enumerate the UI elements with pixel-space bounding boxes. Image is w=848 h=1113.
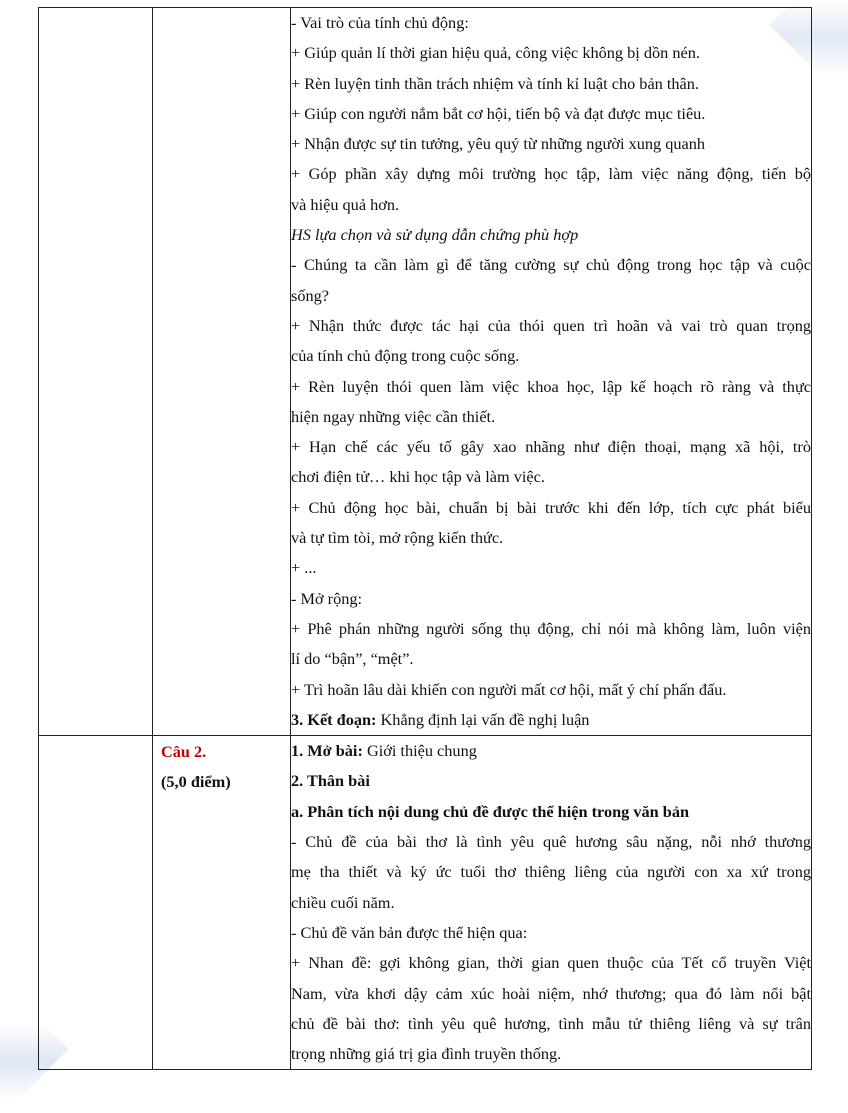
text-line: + Chủ động học bài, chuẩn bị bài trước khi đến lớp, tích cực phát biểu <box>291 497 811 517</box>
table-row <box>39 736 812 1070</box>
text-line: trọng những giá trị gia đình truyền thống. <box>291 1044 562 1064</box>
text-line: + Nhận thức được tác hại của thói quen trì hoãn và vai trò quan trọng <box>291 315 811 335</box>
text-line: của tính chủ động trong cuộc sống. <box>291 346 520 366</box>
text-line: + Rèn luyện tinh thần trách nhiệm và tính kỉ luật cho bản thân. <box>291 73 699 93</box>
text-line: lí do “bận”, “mệt”. <box>291 649 414 669</box>
text-line: + Giúp quản lí thời gian hiệu quả, công việc không bị dồn nén. <box>291 43 700 63</box>
question-label: Câu 2. <box>161 742 207 762</box>
empty-cell <box>153 8 291 736</box>
intro-line <box>291 736 811 766</box>
text-line-italic: HS lựa chọn và sử dụng dẫn chứng phù hợp <box>291 225 579 245</box>
body-heading: 2. Thân bài <box>291 771 370 791</box>
text-line: và hiệu quả hơn. <box>291 194 400 214</box>
text-line: + Nhan đề: gợi không gian, thời gian quen thuộc của Tết cổ truyền Việt <box>291 953 811 973</box>
text-line: + Rèn luyện thói quen làm việc khoa học, lập kế hoạch rõ ràng và thực <box>291 376 811 396</box>
text-line: + Trì hoãn lâu dài khiến con người mất cơ hội, mất ý chí phấn đấu. <box>291 679 727 699</box>
text-line: + ... <box>291 558 317 578</box>
table-row <box>39 8 812 736</box>
text-line: - Chúng ta cần làm gì để tăng cường sự chủ động trong học tập và cuộc <box>291 255 811 275</box>
sub-heading: a. Phân tích nội dung chủ đề được thể hiện trong văn bản <box>291 801 690 821</box>
answer-table <box>38 7 812 1070</box>
text-line: hiện ngay những việc cần thiết. <box>291 406 496 426</box>
intro-label: 1. Mở bài: <box>291 741 363 761</box>
answer-content-cell <box>291 736 812 1070</box>
conclusion-label: 3. Kết đoạn: <box>291 709 377 729</box>
text-line: - Vai trò của tính chủ động: <box>291 13 469 32</box>
text-line: Nam, vừa khơi dậy cảm xúc hoài niệm, nhớ thương; qua đó làm nổi bật <box>291 983 811 1003</box>
question-cell <box>153 736 291 1070</box>
conclusion-text: Khẳng định lại vấn đề nghị luận <box>376 709 590 729</box>
text-line: + Nhận được sự tin tưởng, yêu quý từ những người xung quanh <box>291 134 706 154</box>
text-line: + Phê phán những người sống thụ động, chỉ nói mà không làm, luôn viện <box>291 618 811 638</box>
text-line: và tự tìm tòi, mở rộng kiến thức. <box>291 528 504 548</box>
text-line: chiều cuối năm. <box>291 892 395 912</box>
text-line: chơi điện tử… khi học tập và làm việc. <box>291 467 545 487</box>
question-points: (5,0 điểm) <box>161 772 231 792</box>
intro-text: Giới thiệu chung <box>362 741 477 761</box>
conclusion-line <box>291 705 811 735</box>
text-line: - Mở rộng: <box>291 588 363 608</box>
text-line: - Chủ đề văn bản được thể hiện qua: <box>291 922 528 942</box>
empty-cell <box>39 8 153 736</box>
text-line: + Góp phần xây dựng môi trường học tập, làm việc năng động, tiến bộ <box>291 164 811 184</box>
text-line: - Chủ đề của bài thơ là tình yêu quê hương sâu nặng, nỗi nhớ thương <box>291 832 811 852</box>
text-line: + Hạn chế các yếu tố gây xao nhãng như điện thoại, mạng xã hội, trò <box>291 437 811 457</box>
text-line: mẹ tha thiết và ký ức tuổi thơ thiêng liêng của người con xa xứ trong <box>291 862 811 882</box>
text-line: chủ đề bài thơ: tình yêu quê hương, tình mẫu tử thiêng liêng và sự trân <box>291 1013 811 1033</box>
empty-cell <box>39 736 153 1070</box>
text-line: sống? <box>291 285 329 305</box>
answer-content-cell <box>291 8 812 736</box>
text-line: + Giúp con người nắm bắt cơ hội, tiến bộ và đạt được mục tiêu. <box>291 103 706 123</box>
